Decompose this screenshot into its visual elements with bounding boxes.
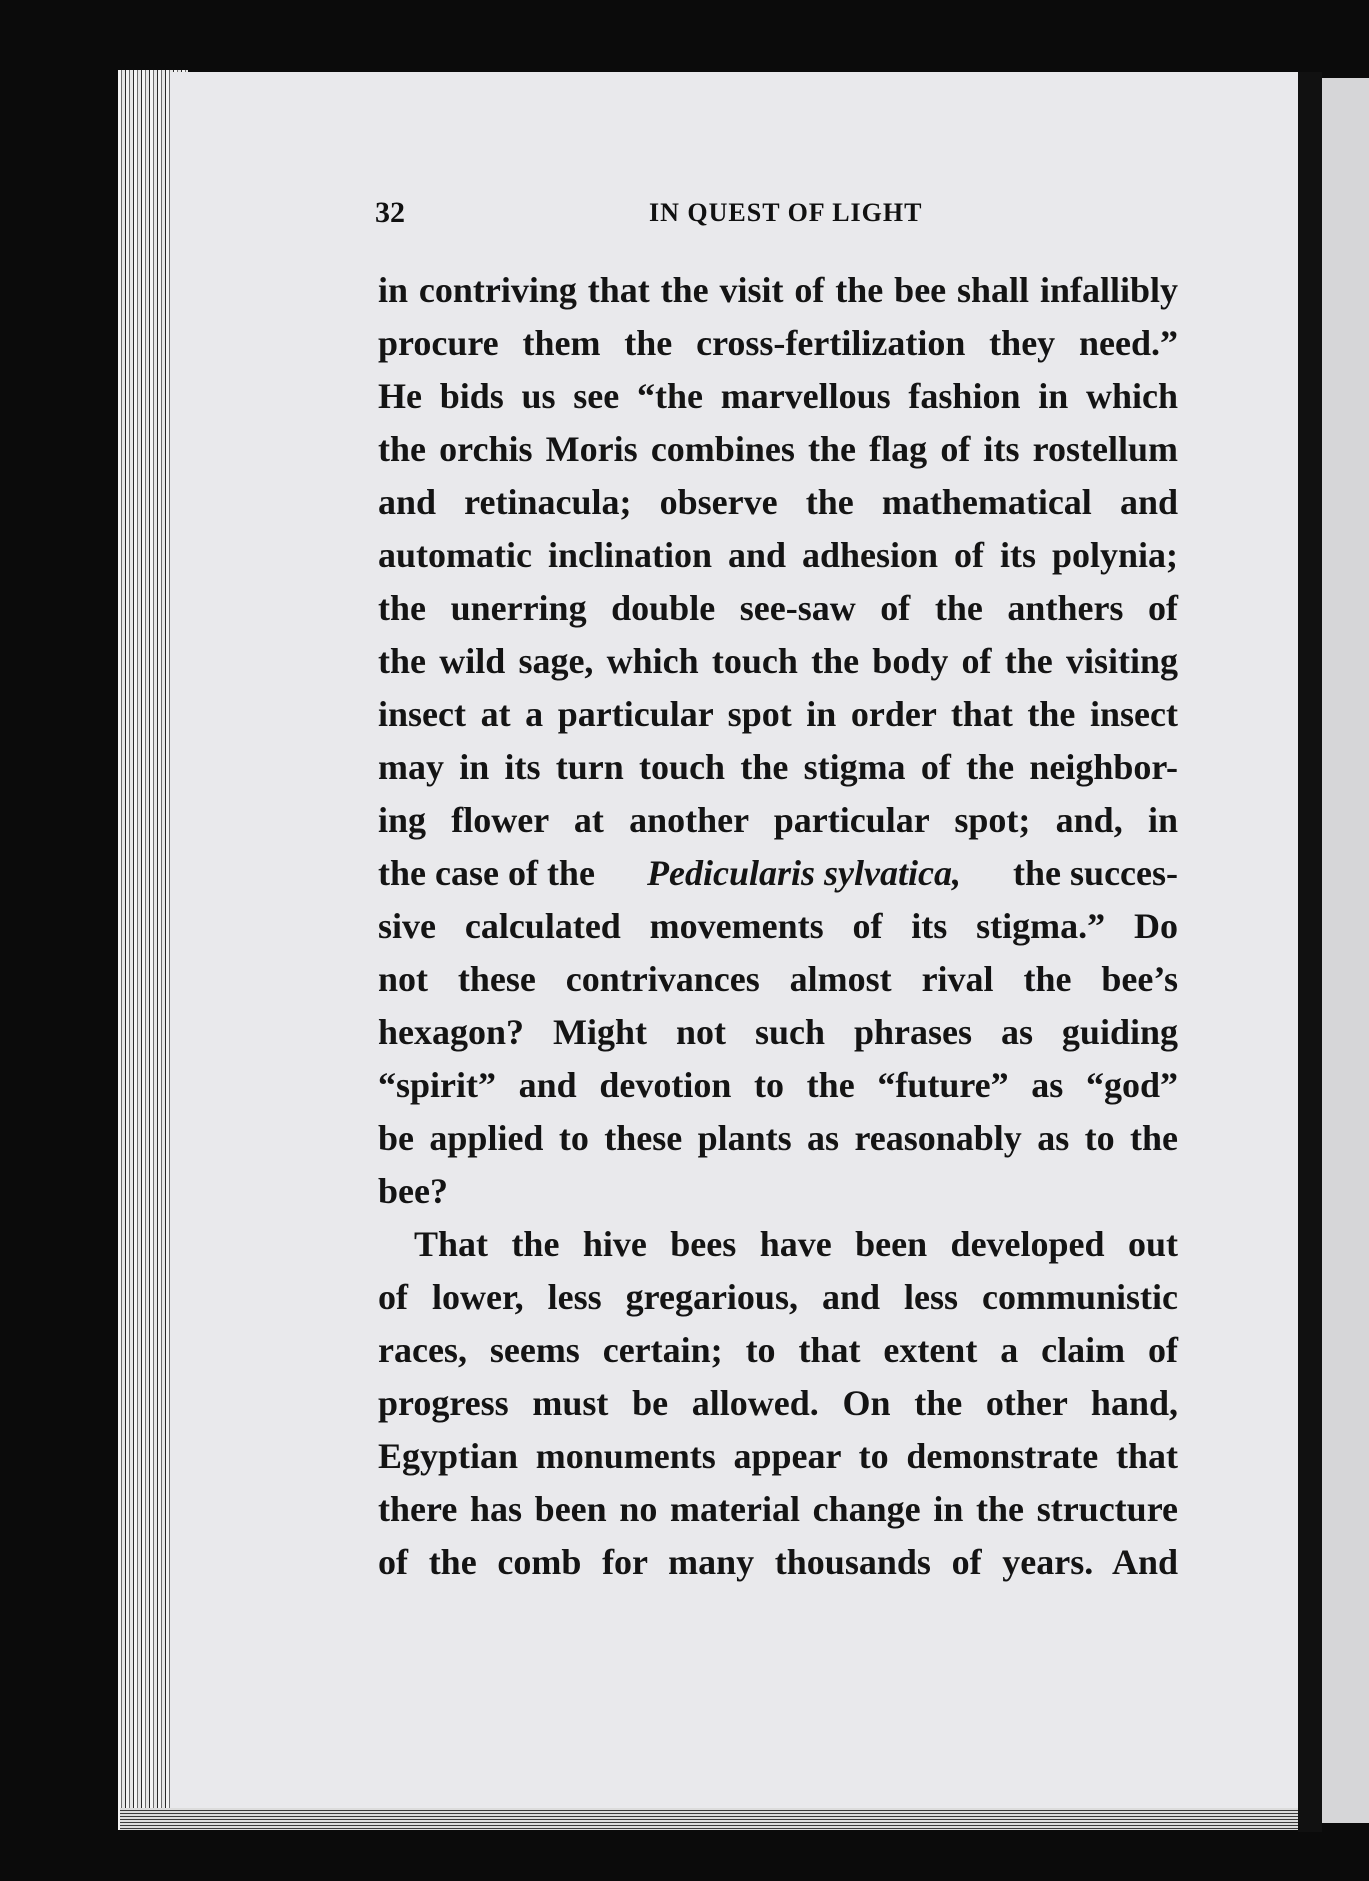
text-line: may in its turn touch the stigma of the neighbor- <box>378 747 1178 787</box>
text-line: of lower, less gregarious, and less communistic <box>378 1277 1178 1317</box>
text-line: there has been no material change in the structure <box>378 1489 1178 1529</box>
text-line: procure them the cross-fertilization they need.” <box>378 323 1178 363</box>
text-line: in contriving that the visit of the bee shall infallibly <box>378 270 1178 310</box>
page-header <box>375 196 1175 236</box>
text-line: “spirit” and devotion to the “future” as “god” <box>378 1065 1178 1105</box>
text-segment: the case of the <box>378 853 604 893</box>
running-head: IN QUEST OF LIGHT <box>649 198 923 227</box>
adjacent-page <box>1322 78 1369 1823</box>
text-line: He bids us see “the marvellous fashion in which <box>378 376 1178 416</box>
text-line: ing flower at another particular spot; and, in <box>378 800 1178 840</box>
text-segment: the succes- <box>1004 853 1178 893</box>
body-text <box>378 264 1178 1589</box>
text-line: and retinacula; observe the mathematical and <box>378 482 1178 522</box>
text-line: bee? <box>378 1171 448 1211</box>
text-line: races, seems certain; to that extent a claim of <box>378 1330 1178 1370</box>
italic-species-name: Pedicularis sylvatica, <box>647 853 961 893</box>
page-bottom-edge <box>120 1808 1300 1830</box>
text-line: not these contrivances almost rival the bee’s <box>378 959 1178 999</box>
text-line: the wild sage, which touch the body of the visiting <box>378 641 1178 681</box>
text-line: insect at a particular spot in order that the insect <box>378 694 1178 734</box>
text-line: hexagon? Might not such phrases as guiding <box>378 1012 1178 1052</box>
text-line: the unerring double see-saw of the anthers of <box>378 588 1178 628</box>
right-shadow <box>1298 72 1322 1832</box>
paragraph-first-line: That the hive bees have been developed out <box>414 1224 1178 1264</box>
text-line: Egyptian monuments appear to demonstrate that <box>378 1436 1178 1476</box>
text-line: the orchis Moris combines the flag of its rostellum <box>378 429 1178 469</box>
text-line: automatic inclination and adhesion of its polynia; <box>378 535 1178 575</box>
text-line: progress must be allowed. On the other hand, <box>378 1383 1178 1423</box>
text-line: of the comb for many thousands of years. And <box>378 1542 1178 1582</box>
text-line: be applied to these plants as reasonably as to the <box>378 1118 1178 1158</box>
text-line-with-italic <box>378 847 1178 900</box>
page-number: 32 <box>375 196 405 229</box>
text-line: sive calculated movements of its stigma.” Do <box>378 906 1178 946</box>
